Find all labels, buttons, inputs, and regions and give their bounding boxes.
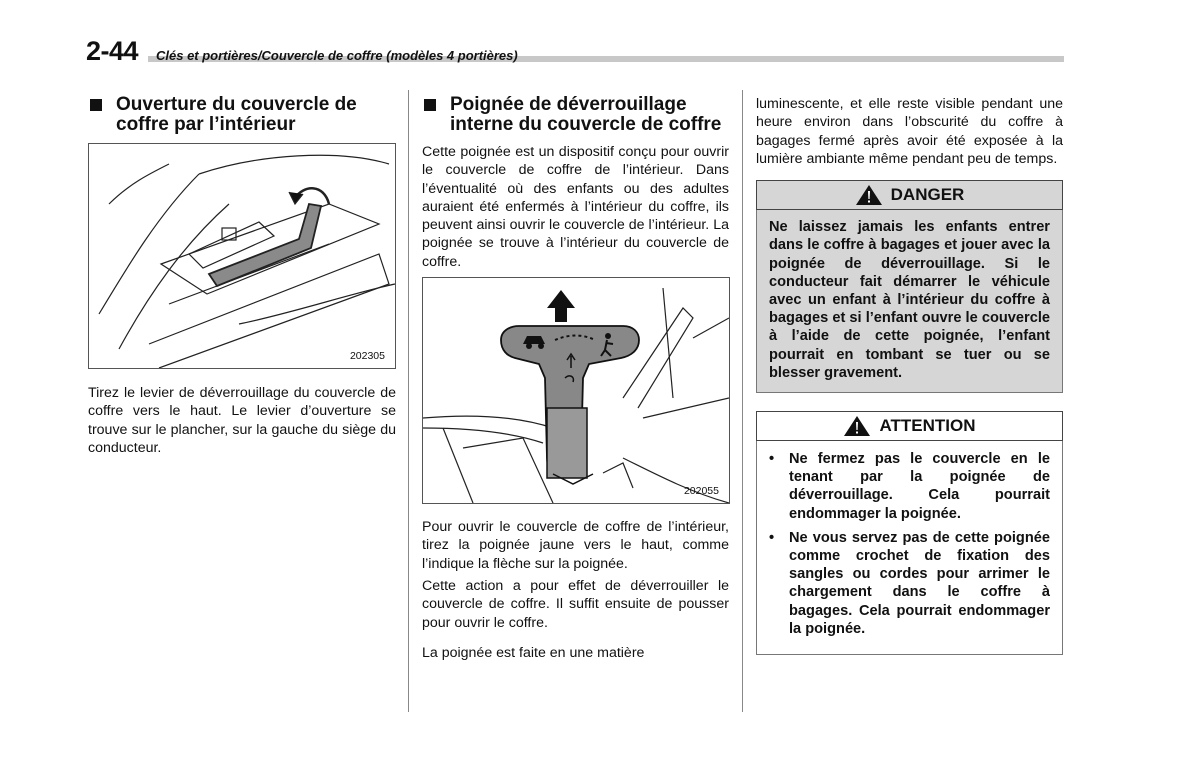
square-bullet-icon (90, 99, 102, 111)
warning-triangle-icon (843, 415, 871, 437)
danger-title: DANGER (890, 185, 965, 205)
up-arrow-icon (547, 290, 575, 322)
column-2 (422, 95, 729, 662)
section-title: Clés et portières/Couvercle de coffre (modèles 4 portières) (156, 48, 518, 63)
release-lever-illustration (89, 144, 395, 368)
bullet-icon: • (769, 451, 775, 468)
heading-interior-opening: Ouverture du couvercle de coffre par l’intérieur (88, 95, 396, 135)
page-header (86, 36, 1064, 76)
figure-code: 202305 (349, 350, 385, 362)
paragraph: Cette action a pour effet de déverrouiller le couvercle de coffre. Il suffit ensuite de pousser pour ouvrir le coffre. (422, 577, 729, 631)
figure-code: 202055 (683, 485, 719, 498)
danger-text: Ne laissez jamais les enfants entrer dans le coffre à bagages et jouer avec la poignée de déverrouillage. Si le conducteur fait démarrer le véhicule avec un enfant à l’intérieur du coffre à bagages et si l’enfant ouvre le couvercle à l’aide de cette poignée, l’enfant pourrait en tombant se tuer ou se blesser gravement. (756, 210, 1063, 393)
column-3 (756, 95, 1063, 655)
release-handle-illustration (423, 278, 729, 503)
danger-header (756, 180, 1063, 210)
person-icon (605, 333, 611, 339)
danger-box (756, 180, 1063, 393)
paragraph: luminescente, et elle reste visible pendant une heure environ dans l’obscurité du coffre à bagages fermé après avoir été exposée à la lumière ambiante même pendant peu de temps. (756, 96, 1063, 167)
attention-title: ATTENTION (879, 416, 976, 436)
column-divider (408, 90, 409, 712)
list-item: • Ne fermez pas le couvercle en le tenant par la poignée de déverrouillage. Cela pourrait endommager la poignée. (769, 451, 1050, 522)
attention-box (756, 411, 1063, 655)
paragraph: Cette poignée est un dispositif conçu pour ouvrir le couvercle de coffre de l’intérieur. Dans l’éventualité où des enfants ou des adultes auraient été enfermés à l’intérieur du coffre, ils peuvent ainsi ouvrir le couvercle de l’intérieur. La poignée se trouve à l’intérieur du couvercle de coffre. (422, 144, 729, 270)
attention-header (756, 411, 1063, 441)
warning-triangle-icon (855, 184, 883, 206)
square-bullet-icon (424, 99, 436, 111)
figure-release-handle (422, 277, 730, 504)
column-divider (742, 90, 743, 712)
bullet-icon: • (769, 529, 775, 546)
heading-release-handle: Poignée de déverrouillage interne du couvercle de coffre (422, 95, 729, 135)
figure-release-lever (88, 143, 396, 369)
paragraph: Tirez le levier de déverrouillage du couvercle de coffre vers le haut. Le levier d’ouverture se trouve sur le plancher, sur la gauche du siège du conducteur. (88, 385, 396, 456)
column-1 (88, 95, 396, 457)
attention-list (756, 441, 1063, 655)
page-number: 2-44 (86, 36, 139, 66)
paragraph: La poignée est faite en une matière (422, 644, 645, 661)
list-item: • Ne vous servez pas de cette poignée comme crochet de fixation des sangles ou cordes pour arrimer le chargement dans le coffre à bagages. Cela pourrait endommager la poignée. (769, 529, 1050, 637)
paragraph: Pour ouvrir le couvercle de coffre de l’intérieur, tirez la poignée jaune vers le haut, comme l’indique la flèche sur la poignée. (422, 519, 729, 572)
